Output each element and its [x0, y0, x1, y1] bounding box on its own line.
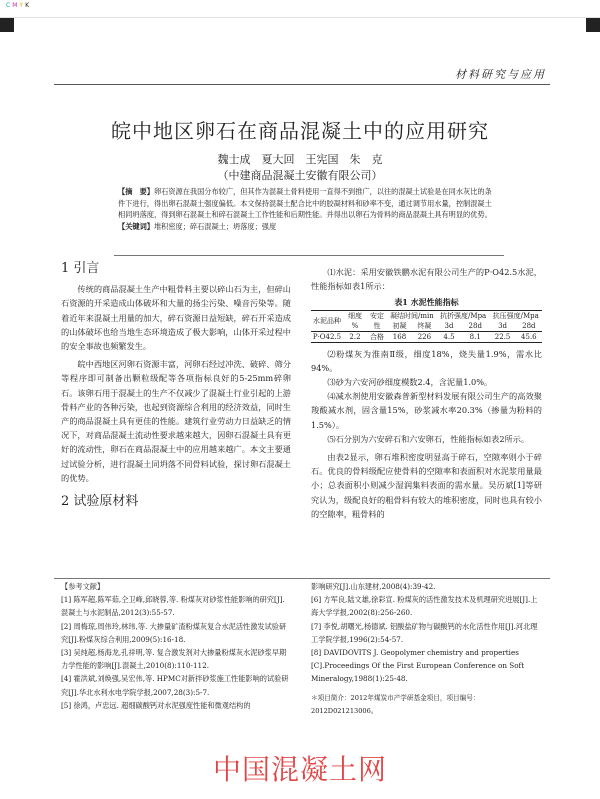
- th-setting-time: 凝结时间/min: [387, 310, 437, 321]
- authors: 魏士成 夏大回 王宪国 朱 克: [217, 153, 383, 166]
- th-flexural: 抗折强度/Mpa: [437, 310, 490, 321]
- abstract-text: 卵石资源在我国分布较广，但其作为混凝土骨料使用一直得不到推广，以往的混凝土试验是在同水灰比的条件下进行，得出卵石混凝土强度偏低。本文保持混凝土配合比中的胶凝材料和砂率不变，通过调节用水量，控制混凝土相同坍落度，得到卵石混凝土和碎石混凝土工作性能和后期性能。并得出以卵石为骨料的商品混凝土具有明显的优势。: [118, 187, 492, 220]
- reference-item: [4] 霍洪斌,刘焕强,吴宏伟,等. HPMC对新拌砂浆施工性能影响的试验研究[J].华北水利水电学院学报,2007,28(3):5-7.: [61, 674, 289, 697]
- th-compressive: 抗压强度/Mpa: [489, 310, 542, 321]
- discussion-paragraph: 由表2显示，卵石堆积密度明显高于碎石，空隙率则小于碎石。优良的骨料级配应使骨料的空隙率和表面积对水泥浆用量最小；总表面积小则减少湿润集料表面的需水量。吴历斌[1]等研究认为，级配良好的粗骨料有较大的堆积密度，同时也具有较小的空隙率，粗骨料的: [311, 452, 542, 519]
- crop-line: [0, 17, 600, 18]
- keywords-line: [118, 221, 498, 233]
- th-soundness: 安定性: [367, 310, 387, 331]
- material-item-4: ⑷减水剂使用安徽森普新型材料发展有限公司生产的高效聚羧酸减水剂，固含量15%，砂浆减水率20.3%（掺量为粉料的1.5%）。: [311, 391, 542, 430]
- reference-item: [3] 吴纯超,杨海龙,孔祥明,等. 复合激发剂对大掺量粉煤灰水泥砂浆早期力学性能的影响[J].混凝土,2010(8):110-112.: [61, 648, 287, 671]
- reference-item: [6] 方军良,陆文雄,徐彩宣. 粉煤灰的活性激发技术及机理研究进展[J].上海大学学报,2002(8):256-260.: [311, 595, 538, 618]
- references-right: [311, 580, 542, 718]
- reference-item: [2] 周梅琼,周伟玲,林玮,等. 大掺量矿渣粉煤灰复合水泥活性激发试验研究[J].粉煤灰综合利用,2009(5):16-18.: [61, 621, 287, 644]
- table-cell: 合格: [367, 331, 387, 342]
- table-cell: P·O42.5: [312, 332, 342, 341]
- th-sub: 3d: [437, 321, 461, 332]
- th-sub: 终凝: [412, 321, 437, 332]
- crop-mark-right: [586, 18, 600, 32]
- references-left: [61, 580, 291, 712]
- crop-mark-left: [0, 18, 14, 32]
- cmyk-c: C: [6, 2, 11, 9]
- table-cell: 45.6: [516, 331, 542, 342]
- material-item-2: ⑵粉煤灰为淮南Ⅱ级，细度18%，烧失量1.9%，需水比94%。: [311, 348, 542, 373]
- abstract-paragraph: [118, 186, 498, 221]
- material-item-3: ⑶砂为六安河砂细度模数2.4，含泥量1.0%。: [327, 377, 493, 388]
- material-item-1: ⑴水泥：采用安徽铁鹏水泥有限公司生产的P·O42.5水泥，性能指标如表1所示：: [311, 267, 542, 292]
- table-cell: 22.5: [489, 331, 515, 342]
- references-heading: 【参考文献】: [61, 582, 105, 591]
- fund-note: ＊项目简介：2012年煤炭市产学研基金项目，项目编号：2012D021213006。: [311, 693, 480, 715]
- table-cell: 2.2: [343, 331, 367, 342]
- section-2-heading: 2 试验原材料: [61, 494, 139, 510]
- article-title: 皖中地区卵石在商品混凝土中的应用研究: [111, 119, 489, 143]
- references-rule: [54, 578, 550, 579]
- header-rule: [54, 84, 550, 85]
- right-column: [311, 265, 542, 521]
- running-title: 材料研究与应用: [455, 68, 546, 81]
- table-cell: 226: [412, 331, 437, 342]
- material-item-5: ⑸石分别为六安碎石和六安卵石，性能指标如表2所示。: [327, 433, 530, 444]
- reference-item: [8] DAVIDOVITS J. Geopolymer chemistry and properties [C].Proceedings Of the First European Conference on Soft Mineralogy,1988(1):25-48.: [311, 648, 525, 684]
- table-1: [311, 310, 542, 343]
- th-fineness: 细度 %: [343, 310, 367, 331]
- cmyk-y: Y: [19, 2, 24, 9]
- intro-paragraph-2: 皖中西地区河卵石资源丰富，河卵石经过冲洗、破碎、筛分等程序即可制备出颗粒级配等各项指标良好的5-25mm碎卵石。该卵石用于混凝土的生产不仅减少了混凝土行业引起的上游骨料产业的各种污染，也起到资源综合利用的经济效益，同时生产的商品混凝土具有更佳的性能。建筑行业劳动力日益缺乏的情况下，对商品混凝土流动性要求越来越大，因卵石混凝土具有更好的流动性，卵石在商品混凝土中的应用越来越广。本文主要通过试验分析，进行混凝土同坍落不同骨料试验，探讨卵石混凝土的优势。: [61, 359, 291, 483]
- table-cell: 4.5: [437, 331, 461, 342]
- cmyk-k: K: [25, 2, 29, 9]
- abstract-rule: [114, 255, 504, 256]
- section-1-heading: 1 引言: [61, 261, 100, 276]
- keywords-label: 【关键词】: [118, 221, 154, 231]
- th-sub: 3d: [489, 321, 515, 332]
- table-row: [311, 331, 542, 342]
- reference-item: [7] 李悦,胡曙光,杨德斌. 铝酸盐矿物与碳酸钙的水化活性作用[J].河北理工学院学报,1996(2):54-57.: [311, 621, 538, 644]
- table-cell: 168: [387, 331, 412, 342]
- left-column: [61, 262, 291, 509]
- cmyk-m: M: [12, 2, 18, 9]
- th-cement-type: 水泥品种: [311, 310, 343, 331]
- table-1-caption: 表1 水泥性能指标: [394, 297, 459, 308]
- reference-item: 影响研究[J].山东建材,2008(4):39-42.: [311, 582, 436, 591]
- th-sub: 28d: [461, 321, 489, 332]
- th-sub: 28d: [516, 321, 542, 332]
- affiliation: （中建商品混凝土安徽有限公司）: [217, 169, 383, 182]
- cmyk-registration-marks: [6, 2, 29, 9]
- reference-item: [5] 徐鸿，卢忠远. 超细碳酸钙对水泥强度性能和微观结构的: [61, 700, 251, 710]
- intro-paragraph-1: 传统的商品混凝土生产中粗骨料主要以碎山石为主，但碎山石资源的开采造成山体破坏和大量的扬尘污染、噪音污染等。随着近年来混凝土用量的加大，碎石资源日益短缺，碎石开采造成的山体破坏也给当地生态环境造成了极大影响，山体开采过程中的安全事故也频繁发生。: [61, 284, 291, 352]
- abstract-block: [118, 186, 498, 232]
- table-cell: 8.1: [461, 331, 489, 342]
- abstract-label: 【摘 要】: [118, 187, 154, 196]
- keywords-text: 堆积密度；碎石混凝土；坍落度；强度: [153, 221, 277, 231]
- watermark: 中国混凝土网: [212, 753, 387, 786]
- th-sub: 初凝: [387, 321, 412, 332]
- reference-item: [1] 陈军超,陈军茹,仝卫峰,邱晓蓉,等. 粉煤灰对砂浆性能影响的研究[J].混凝土与水泥制品,2012(3):55-57.: [61, 595, 285, 618]
